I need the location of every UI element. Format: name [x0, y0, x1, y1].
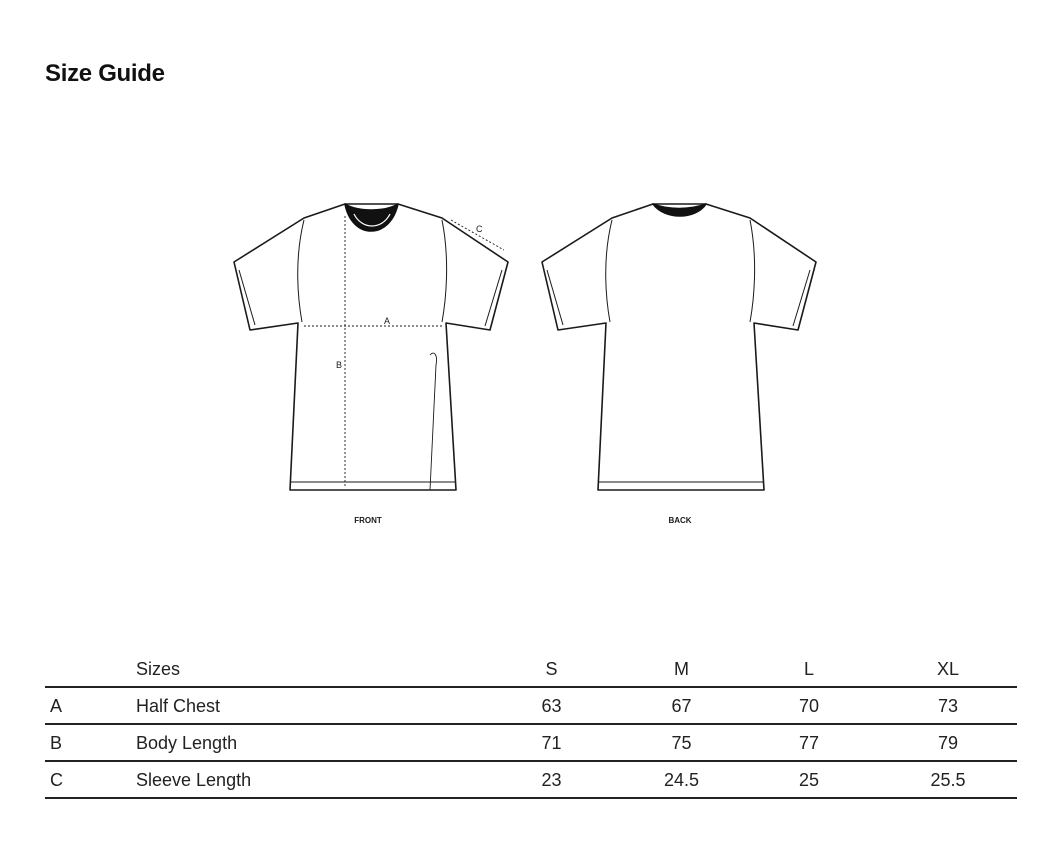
table-row	[45, 724, 1017, 761]
row-letter: A	[45, 687, 136, 724]
row-name: Sleeve Length	[136, 761, 479, 798]
header-size-l: L	[739, 652, 879, 687]
header-letter	[45, 652, 136, 687]
back-label: BACK	[668, 516, 692, 525]
header-size-s: S	[479, 652, 624, 687]
tshirt-front	[234, 204, 508, 490]
row-name: Body Length	[136, 724, 479, 761]
header-size-xl: XL	[879, 652, 1017, 687]
table-header-row	[45, 652, 1017, 687]
row-value: 79	[879, 724, 1017, 761]
row-value: 71	[479, 724, 624, 761]
row-letter: C	[45, 761, 136, 798]
page-title: Size Guide	[45, 60, 165, 87]
row-value: 24.5	[624, 761, 739, 798]
measure-c-label: C	[476, 224, 483, 234]
front-label: FRONT	[354, 516, 382, 525]
row-value: 25.5	[879, 761, 1017, 798]
row-letter: B	[45, 724, 136, 761]
header-size-m: M	[624, 652, 739, 687]
size-table-container	[45, 652, 1017, 799]
measure-a-label: A	[384, 316, 391, 326]
row-value: 25	[739, 761, 879, 798]
row-name: Half Chest	[136, 687, 479, 724]
table-row	[45, 761, 1017, 798]
measure-b-label: B	[336, 360, 343, 370]
tshirt-diagram	[220, 190, 840, 540]
row-value: 70	[739, 687, 879, 724]
size-table	[45, 652, 1017, 799]
row-value: 67	[624, 687, 739, 724]
row-value: 77	[739, 724, 879, 761]
row-value: 73	[879, 687, 1017, 724]
row-value: 63	[479, 687, 624, 724]
tshirt-back	[542, 204, 816, 490]
row-value: 23	[479, 761, 624, 798]
table-row	[45, 687, 1017, 724]
header-sizes-label: Sizes	[136, 652, 479, 687]
row-value: 75	[624, 724, 739, 761]
